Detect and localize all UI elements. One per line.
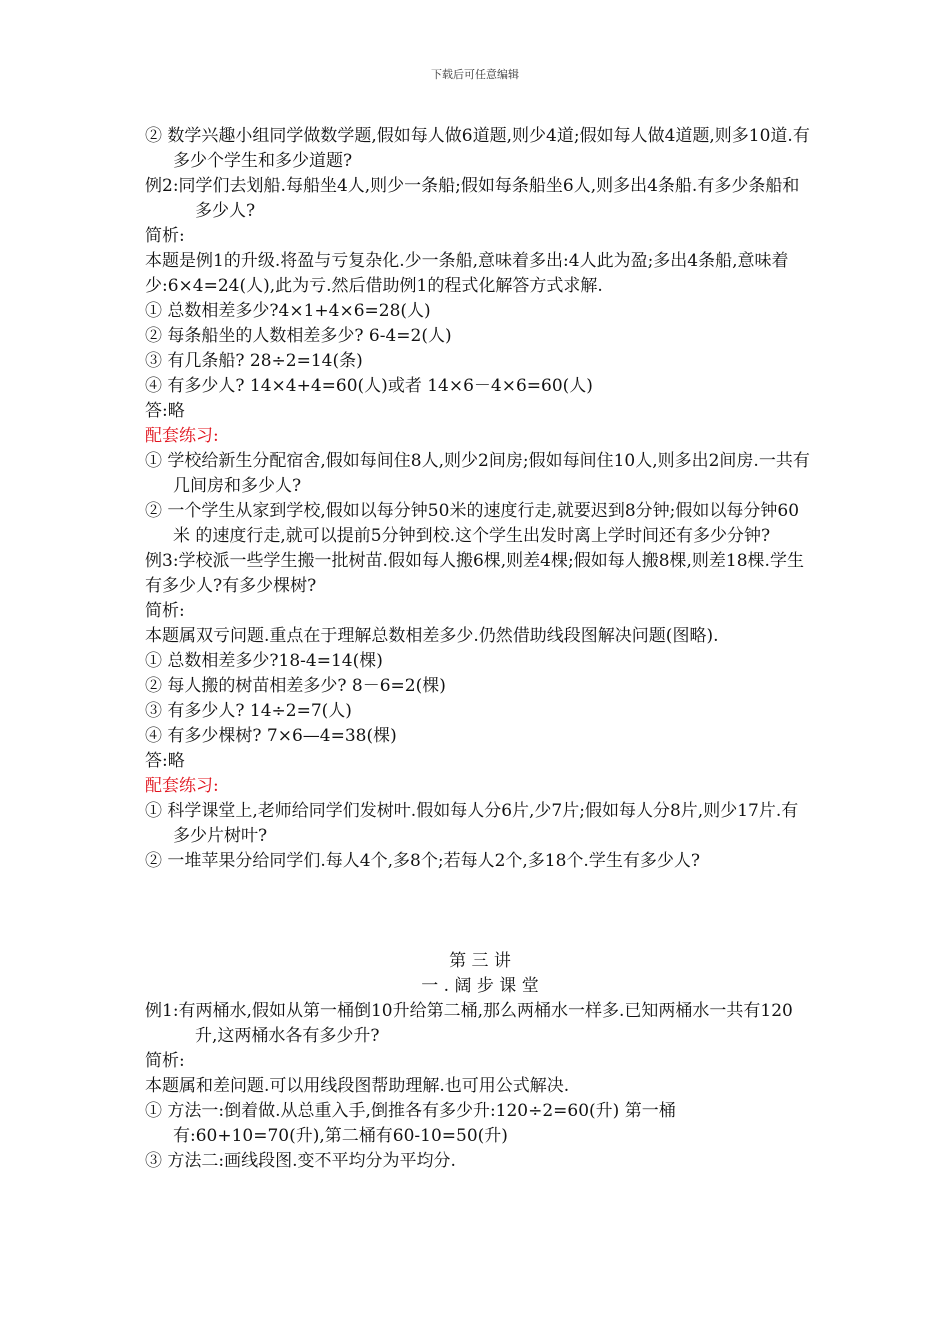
step-item: ② 每人搬的树苗相差多少? 8－6=2(棵) [145, 676, 446, 696]
analysis-label: 简析: [145, 226, 185, 246]
section-title: 一 . 阔 步 课 堂 [421, 976, 539, 996]
lecture-title: 第 三 讲 [449, 951, 511, 971]
step-item: ② 每条船坐的人数相差多少? 6-4=2(人) [145, 326, 452, 346]
example-problem: 例3:学校派一些学生搬一批树苗.假如每人搬6棵,则差4棵;假如每人搬8棵,则差18棵.学生有多少人?有多少棵树? [145, 551, 804, 596]
practice-item: ① 科学课堂上,老师给同学们发树叶.假如每人分6片,少7片;假如每人分8片,则少17片.有多少片树叶? [145, 801, 799, 846]
analysis-label: 简析: [145, 601, 185, 621]
analysis-text: 本题属和差问题.可以用线段图帮助理解.也可用公式解决. [145, 1076, 570, 1096]
step-item: ③ 有几条船? 28÷2=14(条) [145, 351, 363, 371]
step-item: ④ 有多少人? 14×4+4=60(人)或者 14×6－4×6=60(人) [145, 376, 593, 396]
practice-item: ② 一堆苹果分给同学们.每人4个,多8个;若每人2个,多18个.学生有多少人? [145, 851, 700, 871]
practice-heading: 配套练习: [145, 776, 219, 796]
step-item: ④ 有多少棵树? 7×6—4=38(棵) [145, 726, 397, 746]
page-header: 下载后可任意编辑 [431, 68, 519, 81]
step-item: ① 总数相差多少?4×1+4×6=28(人) [145, 301, 431, 321]
practice-heading: 配套练习: [145, 426, 219, 446]
example-problem: 例1:有两桶水,假如从第一桶倒10升给第二桶,那么两桶水一样多.已知两桶水一共有120升,这两桶水各有多少升? [145, 1001, 793, 1046]
method-item: ③ 方法二:画线段图.变不平均分为平均分. [145, 1151, 456, 1171]
analysis-text: 本题属双亏问题.重点在于理解总数相差多少.仍然借助线段图解决问题(图略). [145, 626, 719, 646]
section-gap [145, 874, 815, 949]
analysis-text: 本题是例1的升级.将盈与亏复杂化.少一条船,意味着多出:4人此为盈;多出4条船,意味着少:6×4=24(人),此为亏.然后借助例1的程式化解答方式求解. [145, 251, 789, 296]
answer-line: 答:略 [145, 401, 185, 421]
analysis-label: 简析: [145, 1051, 185, 1071]
problem-item: ② 数学兴趣小组同学做数学题,假如每人做6道题,则少4道;假如每人做4道题,则多10道.有多少个学生和多少道题? [145, 126, 810, 171]
step-item: ① 总数相差多少?18-4=14(棵) [145, 651, 383, 671]
step-item: ③ 有多少人? 14÷2=7(人) [145, 701, 352, 721]
practice-item: ① 学校给新生分配宿舍,假如每间住8人,则少2间房;假如每间住10人,则多出2间房.一共有几间房和多少人? [145, 451, 810, 496]
example-problem: 例2:同学们去划船.每船坐4人,则少一条船;假如每条船坐6人,则多出4条船.有多少条船和多少人? [145, 176, 800, 221]
practice-item: ② 一个学生从家到学校,假如以每分钟50米的速度行走,就要迟到8分钟;假如以每分钟60米 的速度行走,就可以提前5分钟到校.这个学生出发时离上学时间还有多少分钟? [145, 501, 800, 546]
document-body [145, 124, 815, 1174]
method-item: ① 方法一:倒着做.从总重入手,倒推各有多少升:120÷2=60(升) 第一桶有:60+10=70(升),第二桶有60-10=50(升) [145, 1101, 676, 1146]
answer-line: 答:略 [145, 751, 185, 771]
